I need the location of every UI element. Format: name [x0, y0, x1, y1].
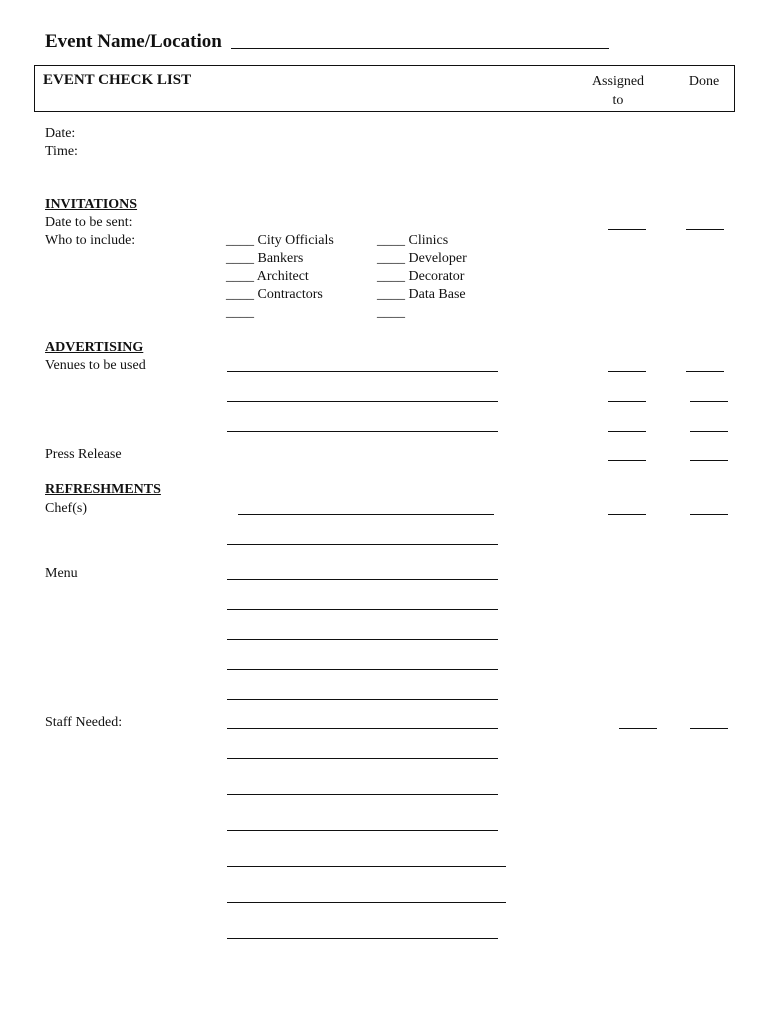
- menu-line-2[interactable]: [227, 609, 498, 610]
- invite-option-architect[interactable]: ____ Architect: [226, 269, 309, 284]
- menu-line-1[interactable]: [227, 579, 498, 580]
- checklist-header-label: EVENT CHECK LIST: [43, 72, 192, 88]
- venue-line-1[interactable]: [227, 371, 498, 372]
- press-release-assigned-field[interactable]: [608, 460, 646, 461]
- press-release-done-field[interactable]: [690, 460, 728, 461]
- chef-done-field[interactable]: [690, 514, 728, 515]
- invite-option-data-base[interactable]: ____ Data Base: [377, 287, 466, 302]
- staff-assigned-field[interactable]: [619, 728, 657, 729]
- assigned-header-line1: Assigned: [591, 74, 645, 89]
- staff-line-3[interactable]: [227, 794, 498, 795]
- venue-3-done-field[interactable]: [690, 431, 728, 432]
- chefs-label: Chef(s): [45, 501, 87, 516]
- invitations-done-field[interactable]: [686, 229, 724, 230]
- invite-option-decorator[interactable]: ____ Decorator: [377, 269, 465, 284]
- assigned-to-column-header: [578, 72, 658, 110]
- staff-done-field[interactable]: [690, 728, 728, 729]
- invite-option-blank-left[interactable]: ____: [226, 305, 254, 320]
- invitations-heading: INVITATIONS: [45, 197, 138, 212]
- refreshments-heading: REFRESHMENTS: [45, 482, 161, 497]
- invite-option-clinics[interactable]: ____ Clinics: [377, 233, 449, 248]
- staff-line-5[interactable]: [227, 866, 506, 867]
- chef-line-2[interactable]: [227, 544, 498, 545]
- event-name-field[interactable]: [231, 48, 609, 49]
- invite-option-city-officials[interactable]: ____ City Officials: [226, 233, 334, 248]
- date-to-be-sent-label: Date to be sent:: [45, 215, 133, 230]
- chef-line-1[interactable]: [238, 514, 494, 515]
- who-to-include-label: Who to include:: [45, 233, 136, 248]
- venue-line-3[interactable]: [227, 431, 498, 432]
- venue-1-done-field[interactable]: [686, 371, 724, 372]
- staff-line-7[interactable]: [227, 938, 498, 939]
- venue-3-assigned-field[interactable]: [608, 431, 646, 432]
- menu-line-4[interactable]: [227, 669, 498, 670]
- venue-2-assigned-field[interactable]: [608, 401, 646, 402]
- menu-line-3[interactable]: [227, 639, 498, 640]
- date-label: Date:: [45, 126, 76, 141]
- staff-line-2[interactable]: [227, 758, 498, 759]
- venue-line-2[interactable]: [227, 401, 498, 402]
- chef-assigned-field[interactable]: [608, 514, 646, 515]
- invite-option-contractors[interactable]: ____ Contractors: [226, 287, 323, 302]
- invite-option-developer[interactable]: ____ Developer: [377, 251, 467, 266]
- done-column-header: Done: [688, 74, 720, 89]
- menu-label: Menu: [45, 566, 78, 581]
- staff-needed-label: Staff Needed:: [45, 715, 123, 730]
- venues-label: Venues to be used: [45, 358, 146, 373]
- advertising-heading: ADVERTISING: [45, 340, 144, 355]
- assigned-header-line2: to: [612, 93, 624, 108]
- invitations-assigned-field[interactable]: [608, 229, 646, 230]
- invite-option-blank-right[interactable]: ____: [377, 305, 405, 320]
- staff-line-6[interactable]: [227, 902, 506, 903]
- page-title: Event Name/Location: [45, 31, 222, 52]
- staff-line-4[interactable]: [227, 830, 498, 831]
- press-release-label: Press Release: [45, 447, 122, 462]
- time-label: Time:: [45, 144, 78, 159]
- menu-line-5[interactable]: [227, 699, 498, 700]
- venue-2-done-field[interactable]: [690, 401, 728, 402]
- venue-1-assigned-field[interactable]: [608, 371, 646, 372]
- invite-option-bankers[interactable]: ____ Bankers: [226, 251, 304, 266]
- staff-line-1[interactable]: [227, 728, 498, 729]
